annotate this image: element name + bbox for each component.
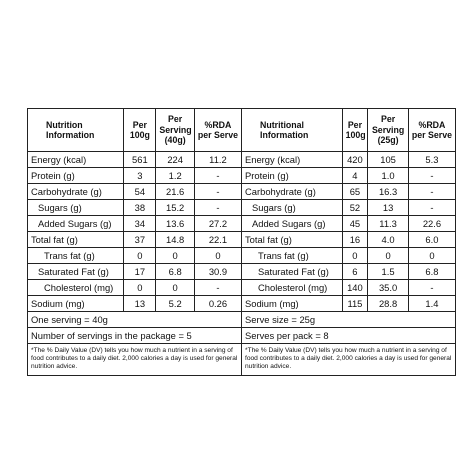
value-rda: 22.1 — [194, 232, 241, 248]
left-nutrition-panel — [27, 108, 242, 376]
header-per-100g: Per 100g — [124, 109, 156, 152]
nutrient-label: Total fat (g) — [242, 232, 343, 248]
value-rda: 11.2 — [194, 152, 241, 168]
header-rda: %RDA per Serve — [408, 109, 455, 152]
value-per-100g: 38 — [124, 200, 156, 216]
value-rda: 30.9 — [194, 264, 241, 280]
nutrient-label: Total fat (g) — [28, 232, 124, 248]
value-per-100g: 13 — [124, 296, 156, 312]
nutrient-label: Saturated Fat (g) — [242, 264, 343, 280]
value-rda: 6.0 — [408, 232, 455, 248]
nutrient-label: Energy (kcal) — [242, 152, 343, 168]
table-row — [242, 232, 456, 248]
nutrient-label: Carbohydrate (g) — [242, 184, 343, 200]
value-rda: - — [408, 280, 455, 296]
value-per-serving: 28.8 — [368, 296, 409, 312]
nutrient-label: Trans fat (g) — [242, 248, 343, 264]
value-per-100g: 37 — [124, 232, 156, 248]
nutrient-label: Protein (g) — [28, 168, 124, 184]
value-per-100g: 115 — [342, 296, 368, 312]
nutrient-label: Sodium (mg) — [28, 296, 124, 312]
right-nutrition-panel — [241, 108, 456, 376]
value-rda: - — [194, 168, 241, 184]
value-per-100g: 0 — [342, 248, 368, 264]
value-per-serving: 105 — [368, 152, 409, 168]
value-rda: 27.2 — [194, 216, 241, 232]
value-per-serving: 0 — [156, 280, 195, 296]
header-per-serving: Per Serving (25g) — [368, 109, 409, 152]
value-per-serving: 5.2 — [156, 296, 195, 312]
serving-size: Serve size = 25g — [242, 312, 456, 328]
table-row — [28, 264, 242, 280]
value-per-serving: 14.8 — [156, 232, 195, 248]
nutrient-label: Carbohydrate (g) — [28, 184, 124, 200]
value-rda: - — [408, 200, 455, 216]
nutrient-label: Sodium (mg) — [242, 296, 343, 312]
value-per-serving: 15.2 — [156, 200, 195, 216]
table-row — [242, 184, 456, 200]
nutrient-label: Saturated Fat (g) — [28, 264, 124, 280]
value-per-serving: 16.3 — [368, 184, 409, 200]
nutrient-label: Added Sugars (g) — [28, 216, 124, 232]
value-per-serving: 0 — [156, 248, 195, 264]
value-per-100g: 0 — [124, 280, 156, 296]
table-row — [28, 168, 242, 184]
table-row — [242, 168, 456, 184]
value-per-serving: 1.0 — [368, 168, 409, 184]
value-per-100g: 561 — [124, 152, 156, 168]
table-row — [242, 152, 456, 168]
value-rda: 1.4 — [408, 296, 455, 312]
value-per-100g: 17 — [124, 264, 156, 280]
table-row — [242, 216, 456, 232]
value-rda: - — [408, 184, 455, 200]
value-per-100g: 140 — [342, 280, 368, 296]
left-table-body — [28, 152, 242, 312]
value-per-100g: 420 — [342, 152, 368, 168]
table-row — [28, 216, 242, 232]
table-row — [242, 280, 456, 296]
servings-count: Serves per pack = 8 — [242, 328, 456, 344]
serving-size: One serving = 40g — [28, 312, 242, 328]
value-rda: - — [194, 184, 241, 200]
table-row — [28, 152, 242, 168]
nutrient-label: Energy (kcal) — [28, 152, 124, 168]
value-per-serving: 4.0 — [368, 232, 409, 248]
value-rda: 6.8 — [408, 264, 455, 280]
servings-count-row — [242, 328, 456, 344]
table-row — [28, 200, 242, 216]
servings-count-row — [28, 328, 242, 344]
table-header-row — [242, 109, 456, 152]
servings-count: Number of servings in the package = 5 — [28, 328, 242, 344]
table-row — [28, 296, 242, 312]
value-rda: - — [408, 168, 455, 184]
value-per-serving: 1.5 — [368, 264, 409, 280]
nutrient-label: Protein (g) — [242, 168, 343, 184]
header-per-serving: Per Serving (40g) — [156, 109, 195, 152]
header-rda: %RDA per Serve — [194, 109, 241, 152]
value-per-serving: 11.3 — [368, 216, 409, 232]
value-per-serving: 1.2 — [156, 168, 195, 184]
value-per-serving: 35.0 — [368, 280, 409, 296]
value-rda: 5.3 — [408, 152, 455, 168]
value-per-100g: 4 — [342, 168, 368, 184]
serving-row — [28, 312, 242, 328]
dv-footnote: *The % Daily Value (DV) tells you how much a nutrient in a serving of food contributes to a daily diet. 2,000 calories a day is used for general nutrition advice. — [241, 344, 456, 376]
table-row — [242, 296, 456, 312]
header-per-100g: Per 100g — [342, 109, 368, 152]
value-per-serving: 13.6 — [156, 216, 195, 232]
nutrient-label: Added Sugars (g) — [242, 216, 343, 232]
value-per-100g: 65 — [342, 184, 368, 200]
value-per-100g: 0 — [124, 248, 156, 264]
left-nutrition-table — [27, 108, 242, 344]
table-row — [28, 184, 242, 200]
table-row — [242, 248, 456, 264]
value-rda: - — [194, 200, 241, 216]
right-nutrition-table — [241, 108, 456, 344]
table-header-row — [28, 109, 242, 152]
header-nutrient: Nutrition Information — [28, 109, 124, 152]
value-per-100g: 3 — [124, 168, 156, 184]
table-row — [28, 248, 242, 264]
nutrient-label: Trans fat (g) — [28, 248, 124, 264]
value-per-100g: 6 — [342, 264, 368, 280]
value-per-100g: 54 — [124, 184, 156, 200]
serving-row — [242, 312, 456, 328]
right-table-body — [242, 152, 456, 312]
table-row — [28, 232, 242, 248]
value-per-serving: 224 — [156, 152, 195, 168]
table-row — [242, 264, 456, 280]
header-nutrient: Nutritional Information — [242, 109, 343, 152]
table-row — [28, 280, 242, 296]
value-rda: 0 — [408, 248, 455, 264]
value-rda: - — [194, 280, 241, 296]
value-per-100g: 16 — [342, 232, 368, 248]
nutrient-label: Cholesterol (mg) — [28, 280, 124, 296]
value-rda: 22.6 — [408, 216, 455, 232]
value-rda: 0 — [194, 248, 241, 264]
value-per-100g: 52 — [342, 200, 368, 216]
dv-footnote: *The % Daily Value (DV) tells you how much a nutrient in a serving of food contributes to a daily diet. 2,000 calories a day is used for general nutrition advice. — [27, 344, 242, 376]
nutrient-label: Sugars (g) — [242, 200, 343, 216]
value-per-serving: 21.6 — [156, 184, 195, 200]
nutrient-label: Sugars (g) — [28, 200, 124, 216]
value-rda: 0.26 — [194, 296, 241, 312]
value-per-serving: 0 — [368, 248, 409, 264]
value-per-serving: 6.8 — [156, 264, 195, 280]
nutrient-label: Cholesterol (mg) — [242, 280, 343, 296]
value-per-100g: 45 — [342, 216, 368, 232]
value-per-serving: 13 — [368, 200, 409, 216]
value-per-100g: 34 — [124, 216, 156, 232]
table-row — [242, 200, 456, 216]
